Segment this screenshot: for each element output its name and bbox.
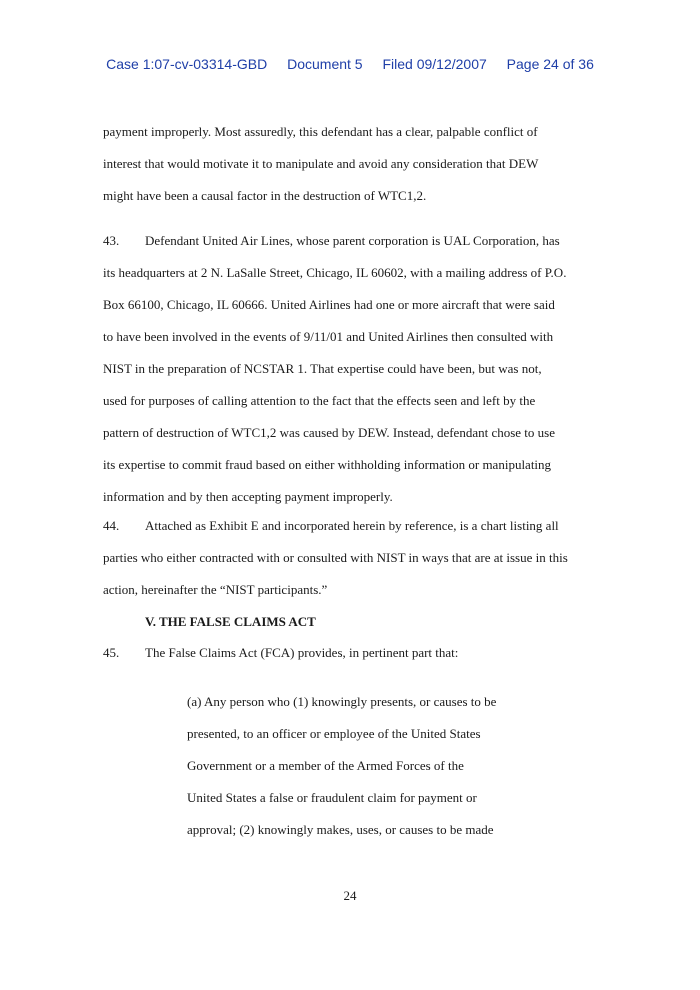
paragraph-number: 44.: [103, 518, 120, 533]
text-line: parties who either contracted with or consulted with NIST in ways that are at issue in this: [103, 550, 568, 565]
paragraph-44: [103, 510, 603, 606]
text-line: to have been involved in the events of 9/11/01 and United Airlines then consulted with: [103, 329, 554, 344]
quote-line: Government or a member of the Armed Forces of the: [187, 758, 464, 773]
quote-line: presented, to an officer or employee of the United States: [187, 726, 481, 741]
text-line: pattern of destruction of WTC1,2 was caused by DEW. Instead, defendant chose to use: [103, 425, 555, 440]
block-quote: [187, 686, 547, 846]
quote-line: United States a false or fraudulent claim for payment or: [187, 790, 477, 805]
text-line: action, hereinafter the “NIST participants.”: [103, 582, 328, 597]
text-line: used for purposes of calling attention to the fact that the effects seen and left by the: [103, 393, 536, 408]
paragraph-43: [103, 225, 603, 513]
page-number: 24: [343, 888, 357, 903]
paragraph-45: [103, 637, 603, 669]
text-line: The False Claims Act (FCA) provides, in pertinent part that:: [145, 645, 459, 660]
text-line: its headquarters at 2 N. LaSalle Street, Chicago, IL 60602, with a mailing address of P.O.: [103, 265, 567, 280]
paragraph-number: 45.: [103, 645, 120, 660]
text-line: NIST in the preparation of NCSTAR 1. That expertise could have been, but was not,: [103, 361, 542, 376]
text-line: its expertise to commit fraud based on either withholding information or manipulating: [103, 457, 552, 472]
section-heading: V. THE FALSE CLAIMS ACT: [145, 614, 316, 629]
text-line: Defendant United Air Lines, whose parent corporation is UAL Corporation, has: [145, 233, 560, 248]
paragraph-continued: [103, 116, 603, 212]
text-line: interest that would motivate it to manipulate and avoid any consideration that DEW: [103, 156, 539, 171]
document-header: [0, 56, 700, 72]
text-line: Box 66100, Chicago, IL 60666. United Airlines had one or more aircraft that were said: [103, 297, 555, 312]
text-line: might have been a causal factor in the destruction of WTC1,2.: [103, 188, 427, 203]
quote-line: approval; (2) knowingly makes, uses, or causes to be made: [187, 822, 494, 837]
case-number: Case 1:07-cv-03314-GBD: [106, 56, 268, 72]
text-line: payment improperly. Most assuredly, this defendant has a clear, palpable conflict of: [103, 124, 538, 139]
document-number: Document 5: [287, 56, 363, 72]
text-line: information and by then accepting payment improperly.: [103, 489, 393, 504]
text-line: Attached as Exhibit E and incorporated herein by reference, is a chart listing all: [145, 518, 559, 533]
paragraph-number: 43.: [103, 233, 120, 248]
filed-date: Filed 09/12/2007: [382, 56, 487, 72]
page-indicator: Page 24 of 36: [506, 56, 594, 72]
quote-line: (a) Any person who (1) knowingly presents, or causes to be: [187, 694, 497, 709]
